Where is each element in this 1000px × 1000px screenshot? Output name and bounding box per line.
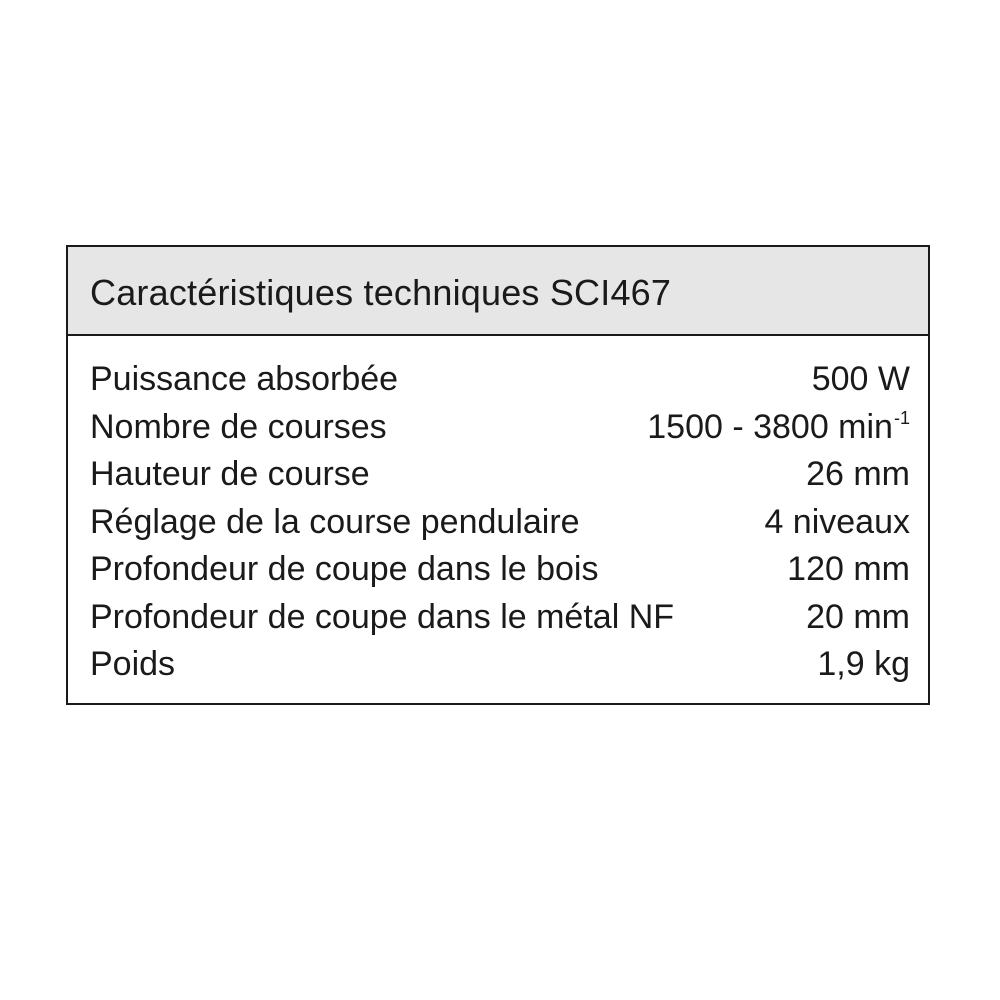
spec-label: Puissance absorbée [90, 360, 399, 398]
spec-value: 120 mm [787, 550, 910, 588]
spec-value: 1500 - 3800 $\min^{-1}$ [647, 407, 910, 446]
spec-row-pendulum [90, 499, 910, 547]
spec-label: Réglage de la course pendulaire [90, 502, 580, 541]
spec-value: 20 mm [806, 597, 910, 636]
spec-row-weight [90, 641, 910, 689]
spec-row-cut-depth-wood [90, 546, 910, 594]
unit-exponent: -1 [893, 407, 910, 428]
spec-table-header [68, 247, 928, 336]
spec-value: 1,9 kg [817, 645, 910, 683]
spec-label: Hauteur de course [90, 455, 370, 493]
spec-label: Profondeur de coupe dans le métal NF [90, 597, 675, 636]
spec-table-title: Caractéristiques techniques SCI467 [90, 271, 672, 313]
spec-value: 4 niveaux [764, 502, 910, 541]
spec-value: 26 mm [806, 455, 910, 493]
spec-table-body [68, 336, 928, 689]
spec-row-stroke-rate [90, 404, 910, 452]
spec-label: Poids [90, 645, 176, 683]
spec-value: 500 W [811, 360, 910, 398]
spec-label: Nombre de courses [90, 407, 387, 446]
spec-label: Profondeur de coupe dans le bois [90, 550, 599, 588]
spec-table [66, 245, 930, 705]
spec-row-power [90, 356, 910, 404]
spec-row-stroke-height [90, 451, 910, 499]
spec-row-cut-depth-metal [90, 594, 910, 642]
